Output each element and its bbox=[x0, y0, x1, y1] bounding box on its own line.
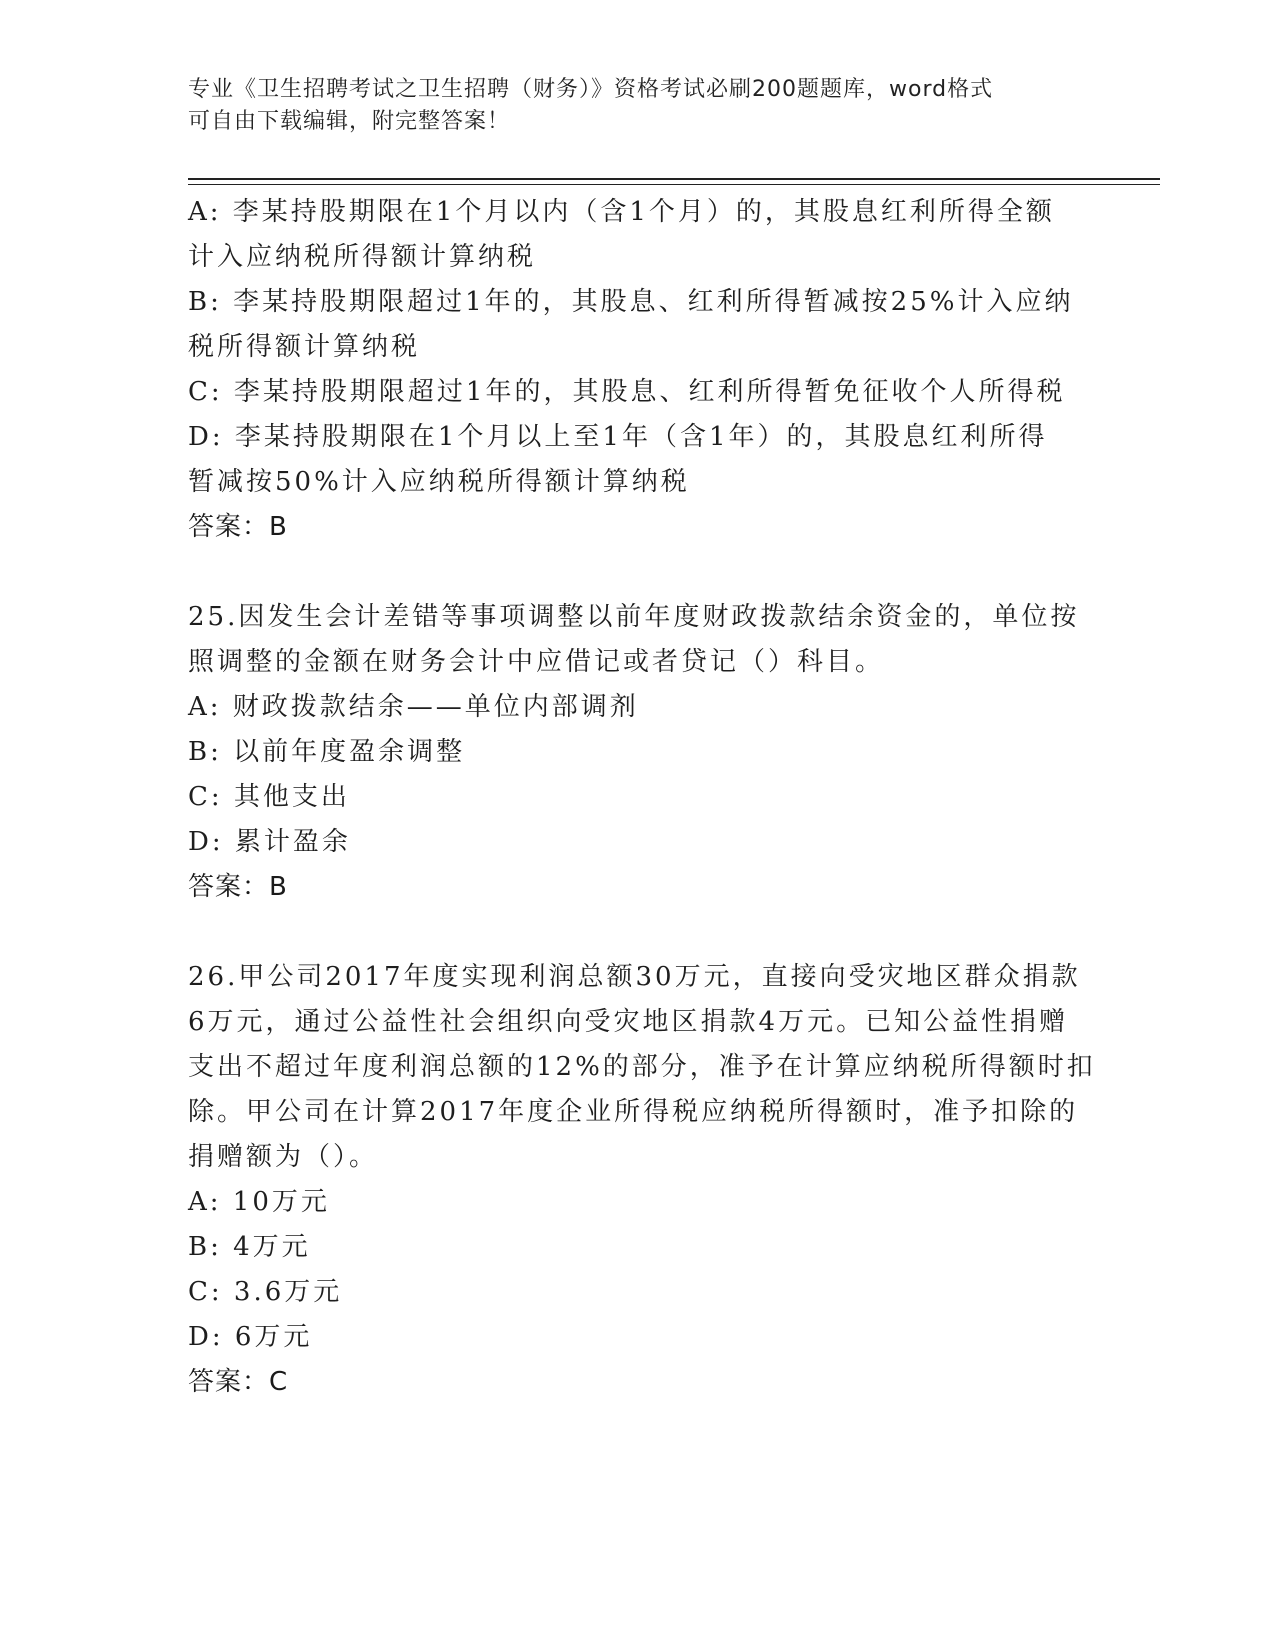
header-divider bbox=[188, 178, 1160, 180]
q24-answer: 答案：B bbox=[188, 512, 288, 542]
q25-option-c: C: 其他支出 bbox=[188, 782, 350, 812]
q24-option-b-line1: B: 李某持股期限超过1年的，其股息、红利所得暂减按25%计入应纳 bbox=[188, 287, 1074, 317]
q24-option-c: C: 李某持股期限超过1年的，其股息、红利所得暂免征收个人所得税 bbox=[188, 377, 1066, 407]
q25-option-d: D: 累计盈余 bbox=[188, 827, 351, 857]
q24-option-b-line2: 税所得额计算纳税 bbox=[188, 332, 421, 362]
spacer bbox=[188, 910, 1088, 955]
q25-option-a: A: 财政拨款结余——单位内部调剂 bbox=[188, 692, 639, 722]
q26-option-a: A: 10万元 bbox=[188, 1187, 330, 1217]
document-header bbox=[188, 74, 1068, 138]
q26-answer: 答案：C bbox=[188, 1367, 289, 1397]
spacer bbox=[188, 550, 1088, 595]
q26-stem-line2: 6万元，通过公益性社会组织向受灾地区捐款4万元。已知公益性捐赠 bbox=[188, 1007, 1069, 1037]
q25-option-b: B: 以前年度盈余调整 bbox=[188, 737, 466, 767]
header-divider-thin bbox=[188, 184, 1160, 185]
question-content bbox=[188, 190, 1096, 1405]
q26-option-c: C: 3.6万元 bbox=[188, 1277, 343, 1307]
q24-option-d-line2: 暂减按50%计入应纳税所得额计算纳税 bbox=[188, 467, 690, 497]
question-25-block bbox=[188, 595, 1088, 910]
q26-stem-line5: 捐赠额为（）。 bbox=[188, 1142, 379, 1172]
header-line-2: 可自由下载编辑，附完整答案！ bbox=[188, 109, 511, 134]
q26-stem-line3: 支出不超过年度利润总额的12%的部分，准予在计算应纳税所得额时扣 bbox=[188, 1052, 1096, 1082]
header-line-1: 专业《卫生招聘考试之卫生招聘（财务）》资格考试必刷200题题库，word格式 bbox=[188, 77, 994, 102]
q24-option-a-line1: A: 李某持股期限在1个月以内（含1个月）的，其股息红利所得全额 bbox=[188, 197, 1055, 227]
q26-option-d: D: 6万元 bbox=[188, 1322, 313, 1352]
q24-option-a-line2: 计入应纳税所得额计算纳税 bbox=[188, 242, 537, 272]
q25-answer: 答案：B bbox=[188, 872, 288, 902]
q24-option-d-line1: D: 李某持股期限在1个月以上至1年（含1年）的，其股息红利所得 bbox=[188, 422, 1048, 452]
q25-stem-line2: 照调整的金额在财务会计中应借记或者贷记（）科目。 bbox=[188, 647, 885, 677]
q26-stem-line4: 除。甲公司在计算2017年度企业所得税应纳税所得额时，准予扣除的 bbox=[188, 1097, 1079, 1127]
q25-stem-line1: 25.因发生会计差错等事项调整以前年度财政拨款结余资金的，单位按 bbox=[188, 602, 1080, 632]
question-26-block bbox=[188, 955, 1096, 1405]
q26-option-b: B: 4万元 bbox=[188, 1232, 311, 1262]
q26-stem-line1: 26.甲公司2017年度实现利润总额30万元，直接向受灾地区群众捐款 bbox=[188, 962, 1081, 992]
question-24-block bbox=[188, 190, 1088, 550]
